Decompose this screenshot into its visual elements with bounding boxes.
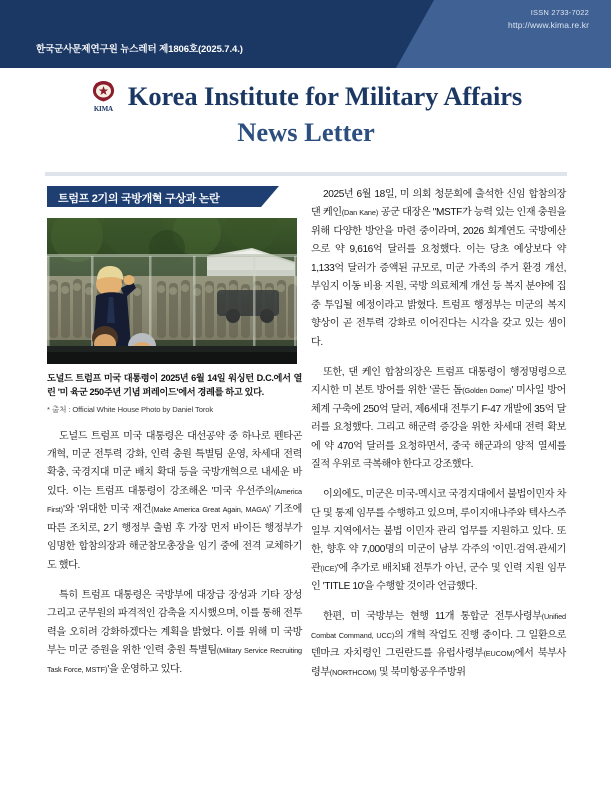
article-photo — [47, 218, 297, 364]
brand-subtitle: News Letter — [237, 117, 375, 147]
publication-identifiers — [508, 8, 589, 31]
text-run: 에서 북부사령부 — [311, 648, 566, 678]
text-run: ' 기조에 따른 조치로, 2기 행정부 출범 후 가장 먼저 바이든 행정부가 임명한 합참의장과 해군참모총장을 임기 중에 전격 교체하기도 했다. — [47, 504, 302, 571]
section-title: 트럼프 2기의 국방개혁 구상과 논란 — [58, 192, 220, 205]
title-card — [45, 68, 567, 178]
paragraph — [311, 486, 566, 597]
text-run: ' 미사일 방어체계 구축에 250억 달러, 제6세대 전투기 F-47 개발에 35억 달러를 요청했다. 그리고 해군력 증강을 위한 차세대 전력 확보에 약 470억 달러를 요청하면서, 중국 해군과의 양적 열세를 질적 우위로 극복해야 한다고 강조했다. — [311, 385, 566, 471]
english-gloss: (Dan Kane) — [341, 208, 379, 218]
website-url[interactable]: http://www.kima.re.kr — [508, 19, 589, 30]
english-gloss: (Military Service Recruiting Task Force, MSTF) — [47, 646, 302, 674]
paragraph — [311, 608, 566, 682]
issn-text: ISSN 2733-7022 — [530, 8, 589, 17]
kima-logo-wordmark: KIMA — [93, 105, 113, 113]
english-gloss: (ICE) — [320, 563, 337, 573]
kima-logo — [90, 80, 117, 113]
right-column — [311, 186, 566, 682]
text-run: 및 북미항공우주방위 — [376, 666, 466, 678]
brand-title: Korea Institute for Military Affairs — [127, 81, 523, 111]
text-run: 도널드 트럼프 미국 대통령은 대선공약 중 하나로 펜타곤 개혁, 미군 전투력 강화, 인력 충원 특별팀 운영, 차세대 전력 확충, 국경지대 미군 배치 확대 등을 국방개혁으로 내세운 바 있다. 이는 트럼프 대통령이 강조해온 '미국 우선주의 — [47, 430, 302, 497]
trump-salute-photo-illustration — [47, 218, 297, 364]
paragraph — [47, 587, 302, 679]
text-run: 의 개혁 작업도 진행 중이다. 그 일환으로 덴마크 자치령인 그린란드를 유럽사령부 — [311, 629, 566, 660]
masthead-divider — [45, 172, 567, 176]
left-column — [47, 186, 302, 679]
issue-line: 한국군사문제연구원 뉴스레터 제1806호(2025.7.4.) — [36, 44, 243, 55]
masthead — [0, 0, 611, 178]
paragraph — [311, 186, 566, 352]
text-run: 공군 대장은 "MSTF가 능력 있는 인재 충원을 위해 다양한 방안을 마련 중이라며, 2026 회계연도 국방예산으로 약 9,616억 달러를 요청했다. 이는 당초 예상보다 약 1,133억 달러가 증액된 규모로, 미군 가족의 주거 환경 개선, 부임지 이동 비용 지원, 국방 의료체계 개선 등 복지 분야에 집중 투입될 예정이라고 밝혔다. 트럼프 행정부는 미군의 복지 향상이 곧 전투력 강화로 이어진다는 시각을 갖고 있는 셈이다. — [311, 207, 566, 348]
text-run: '와 '위대한 미국 재건 — [63, 504, 152, 516]
paragraph — [311, 364, 566, 475]
brand-row — [45, 80, 567, 113]
paragraph — [47, 428, 302, 576]
english-gloss: (NORTHCOM) — [329, 667, 377, 677]
kima-emblem-icon — [91, 80, 116, 103]
section-title-ribbon — [47, 186, 279, 207]
text-run: '을 운영하고 있다. — [107, 663, 182, 675]
text-run: 또한, 댄 케인 합참의장은 트럼프 대통령이 행정명령으로 지시한 미 본토 방어를 위한 '골든 돔 — [311, 366, 566, 397]
photo-source: * 출처 : Official White House Photo by Daniel Torok — [47, 404, 214, 414]
photo-caption: 도널드 트럼프 미국 대통령이 2025년 6월 14일 워싱턴 D.C.에서 열린 '미 육군 250주년 기념 퍼레이드'에서 경례를 하고 있다. — [47, 373, 302, 398]
text-run: 특히 트럼프 대통령은 국방부에 대장급 장성과 기타 장성 그리고 군무원의 파격적인 감축을 지시했으며, 이를 통해 전투력을 오히려 강화하겠다는 계획을 밝혔다. 이를 위해 미 국방부는 미군 증원을 위한 '인력 충원 특별팀 — [47, 589, 302, 657]
article-body — [0, 186, 611, 800]
english-gloss: (Golden Dome) — [462, 386, 512, 396]
text-run: 이외에도, 미군은 미국-멕시코 국경지대에서 불법이민자 차단 및 통제 임무를 수행하고 있으며, 루이지애나주와 텍사스주 일부 지역에서는 불법 이민자 관리 업무를 지원하고 있다. 또한, 향후 약 7,000명의 미군이 남부 각주의 '이민·검역·관세기관 — [311, 489, 566, 574]
english-gloss: (Unified Combat Command, UCC) — [311, 612, 566, 640]
text-run: '에 추가로 배치돼 전투가 아닌, 군수 및 인력 지원 임무인 'TITLE 10'을 수행할 것이라 언급했다. — [311, 562, 566, 593]
text-run: 한편, 미 국방부는 현행 11개 통합군 전투사령부 — [323, 611, 542, 623]
english-gloss: (America First) — [47, 486, 302, 515]
english-gloss: (EUCOM) — [483, 649, 515, 659]
text-run: 2025년 6월 18일, 미 의회 청문회에 출석한 신임 합참의장 댄 케인 — [311, 189, 566, 219]
english-gloss: (Make America Great Again, MAGA) — [151, 505, 269, 515]
